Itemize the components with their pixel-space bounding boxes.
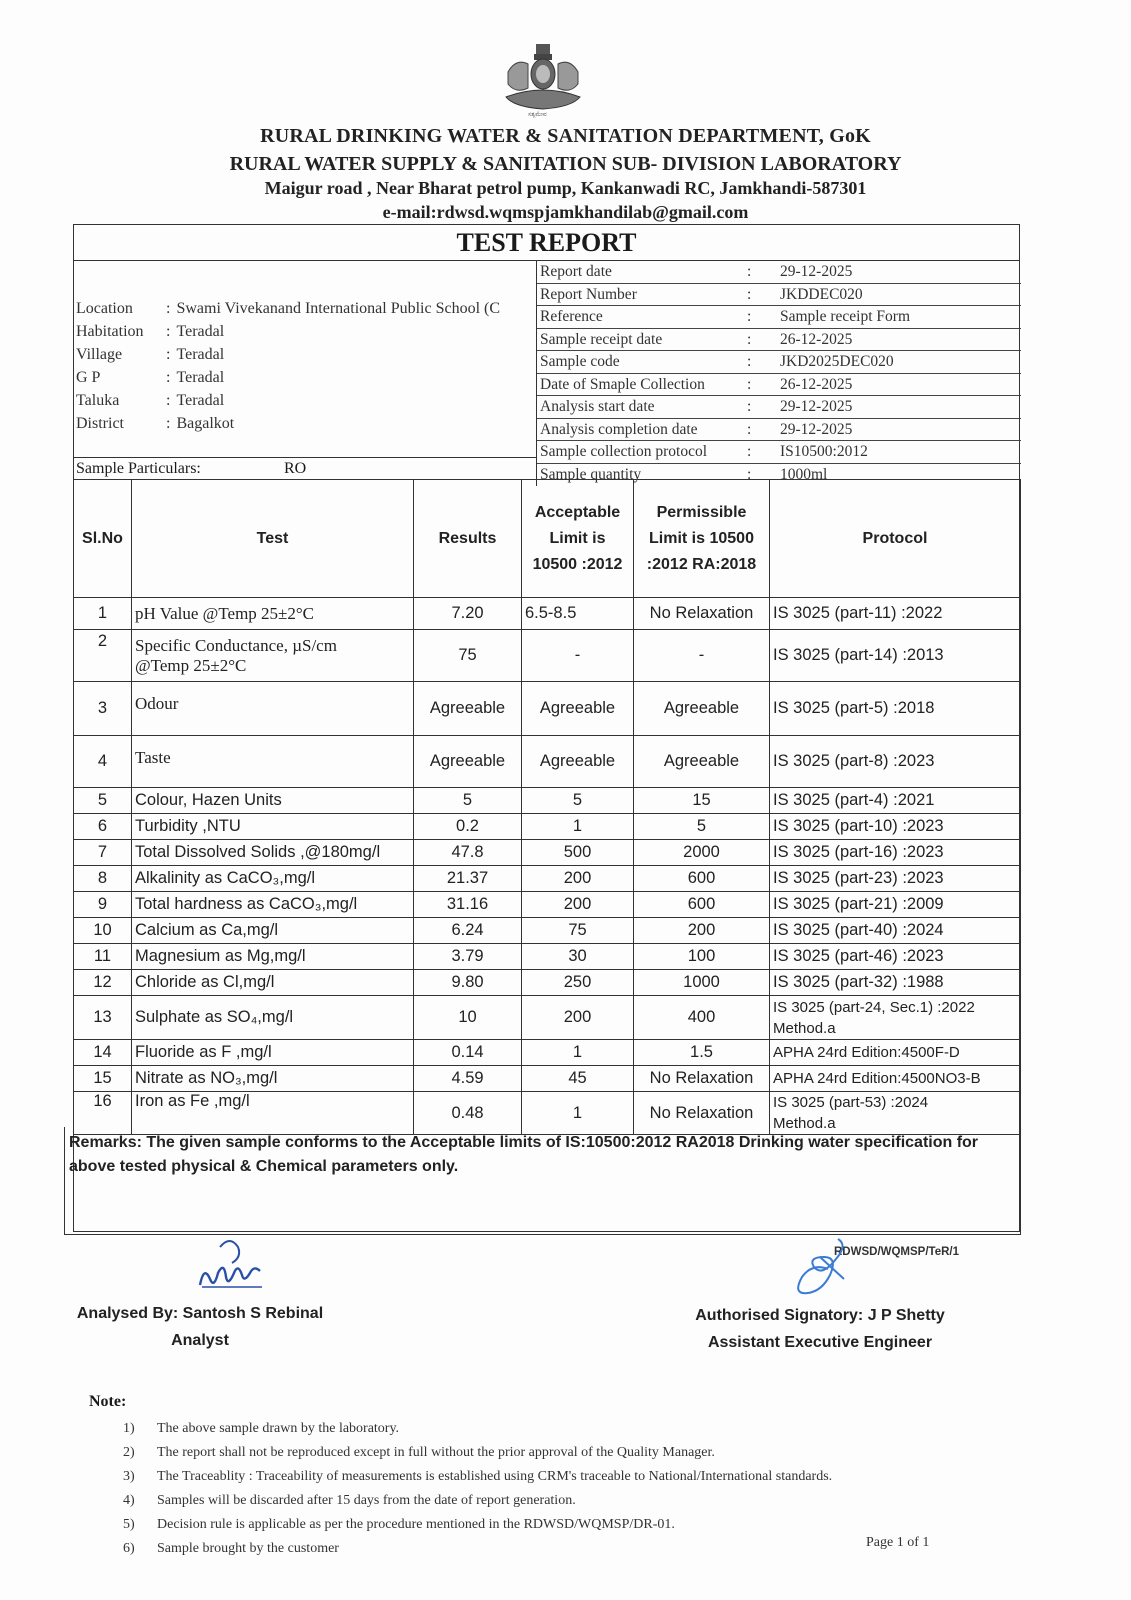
sample-particulars: Sample Particulars: RO [74, 457, 536, 479]
village-line: Village : Teradal [76, 346, 225, 363]
karnataka-emblem-icon [488, 42, 598, 118]
notes-title: Note: [89, 1393, 127, 1410]
table-row: 2 Specific Conductance, µS/cm @Temp 25±2°C 75 - - IS 3025 (part-14) :2013 [74, 630, 1021, 682]
authority-designation: Assistant Executive Engineer [707, 1334, 933, 1351]
department-name: RURAL DRINKING WATER & SANITATION DEPARTMENT, GoK [260, 125, 871, 147]
table-row: 16 Iron as Fe ,mg/l 0.48 1 No Relaxation IS 3025 (part-53) :2024 Method.a [74, 1092, 1021, 1135]
analysis-start-date-row: Analysis start date : 29-12-2025 [537, 396, 1021, 419]
authority-signature-block [680, 1235, 960, 1356]
form-code: RDWSD/WQMSP/TeR/1 [834, 1246, 960, 1258]
table-row: 7 Total Dissolved Solids ,@180mg/l 47.8 500 2000 IS 3025 (part-16) :2023 [74, 840, 1021, 866]
note-item: 3) The Traceablity : Traceability of measurements is established using CRM's traceable to National/International standards. [123, 1469, 833, 1484]
note-item: 6) Sample brought by the customer [123, 1541, 339, 1556]
analyst-name: Analysed By: Santosh S Rebinal [76, 1305, 324, 1322]
report-date-row: Report date : 29-12-2025 [537, 261, 1021, 284]
authority-name: Authorised Signatory: J P Shetty [695, 1307, 945, 1324]
report-frame [69, 224, 1020, 1232]
report-title: TEST REPORT [74, 225, 1019, 261]
taluka-line: Taluka : Teradal [76, 392, 225, 409]
reference-row: Reference : Sample receipt Form [537, 306, 1021, 329]
table-row: 3 Odour Agreeable Agreeable Agreeable IS 3025 (part-5) :2018 [74, 682, 1021, 736]
sample-collection-date-row: Date of Smaple Collection : 26-12-2025 [537, 374, 1021, 397]
habitation-line: Habitation : Teradal [76, 323, 225, 340]
note-item: 4) Samples will be discarded after 15 days from the date of report generation. [123, 1493, 576, 1508]
svg-text:ಸತ್ಯಮೇವ: ಸತ್ಯಮೇವ [528, 112, 547, 118]
report-info [536, 261, 1021, 486]
table-row: 6 Turbidity ,NTU 0.2 1 5 IS 3025 (part-10) :2023 [74, 814, 1021, 840]
note-item: 5) Decision rule is applicable as per the procedure mentioned in the RDWSD/WQMSP/DR-01. [123, 1517, 675, 1532]
table-row: 5 Colour, Hazen Units 5 5 15 IS 3025 (part-4) :2021 [74, 788, 1021, 814]
location-line: Location : Swami Vivekanand International Public School (C [76, 300, 501, 317]
notes-list [123, 1417, 943, 1561]
report-number-row: Report Number : JKDDEC020 [537, 284, 1021, 307]
laboratory-name: RURAL WATER SUPPLY & SANITATION SUB- DIVISION LABORATORY [229, 153, 902, 175]
table-row: 15 Nitrate as NO₃,mg/l 4.59 45 No Relaxation APHA 24rd Edition:4500NO3-B [74, 1066, 1021, 1092]
sample-quantity-row: Sample quantity : 1000ml [540, 465, 828, 483]
remarks: Remarks: The given sample conforms to the Acceptable limits of IS:10500:2012 RA2018 Drinking water specification for above tested physical & Chemical parameters only. [64, 1127, 1021, 1235]
col-header-acceptable: Acceptable Limit is 10500 :2012 [522, 480, 634, 598]
analyst-designation: Analyst [171, 1332, 229, 1349]
sample-code-row: Sample code : JKD2025DEC020 [537, 351, 1021, 374]
laboratory-address: Maigur road , Near Bharat petrol pump, Kankanwadi RC, Jamkhandi-587301 [264, 178, 867, 198]
page-number: Page 1 of 1 [866, 1535, 930, 1550]
sample-collection-protocol-row: Sample collection protocol : IS10500:2012 [537, 441, 1021, 464]
district-line: District : Bagalkot [76, 415, 235, 432]
table-row: 1 pH Value @Temp 25±2°C 7.20 6.5-8.5 No Relaxation IS 3025 (part-11) :2022 [74, 598, 1021, 630]
table-row: 14 Fluoride as F ,mg/l 0.14 1 1.5 APHA 24rd Edition:4500F-D [74, 1040, 1021, 1066]
table-row: 12 Chloride as Cl,mg/l 9.80 250 1000 IS 3025 (part-32) :1988 [74, 970, 1021, 996]
col-header-test: Test [132, 480, 414, 598]
sample-receipt-date-row: Sample receipt date : 26-12-2025 [537, 329, 1021, 352]
note-item: 1) The above sample drawn by the laboratory. [123, 1421, 400, 1436]
authority-signature-icon [780, 1235, 870, 1297]
table-row: 11 Magnesium as Mg,mg/l 3.79 30 100 IS 3025 (part-46) :2023 [74, 944, 1021, 970]
analyst-signature-block [60, 1235, 340, 1354]
table-header-row [74, 480, 1021, 598]
gp-line: G P : Teradal [76, 369, 225, 386]
analysis-completion-date-row: Analysis completion date : 29-12-2025 [537, 419, 1021, 442]
note-item: 2) The report shall not be reproduced except in full without the prior approval of the Quality Manager. [123, 1445, 715, 1460]
col-header-protocol: Protocol [770, 480, 1021, 598]
table-row: 8 Alkalinity as CaCO₃,mg/l 21.37 200 600 IS 3025 (part-23) :2023 [74, 866, 1021, 892]
table-row: 4 Taste Agreeable Agreeable Agreeable IS 3025 (part-8) :2023 [74, 736, 1021, 788]
col-header-permissible: Permissible Limit is 10500 :2012 RA:2018 [634, 480, 770, 598]
table-row: 10 Calcium as Ca,mg/l 6.24 75 200 IS 3025 (part-40) :2024 [74, 918, 1021, 944]
table-row: 9 Total hardness as CaCO₃,mg/l 31.16 200 600 IS 3025 (part-21) :2009 [74, 892, 1021, 918]
results-table [73, 479, 1021, 1135]
table-row: 13 Sulphate as SO₄,mg/l 10 200 400 IS 3025 (part-24, Sec.1) :2022 Method.a [74, 996, 1021, 1040]
col-header-slno: Sl.No [74, 480, 132, 598]
location-info [76, 297, 538, 435]
col-header-results: Results [414, 480, 522, 598]
analyst-signature-icon [190, 1235, 280, 1295]
laboratory-email: e-mail:rdwsd.wqmspjamkhandilab@gmail.com [382, 202, 749, 222]
